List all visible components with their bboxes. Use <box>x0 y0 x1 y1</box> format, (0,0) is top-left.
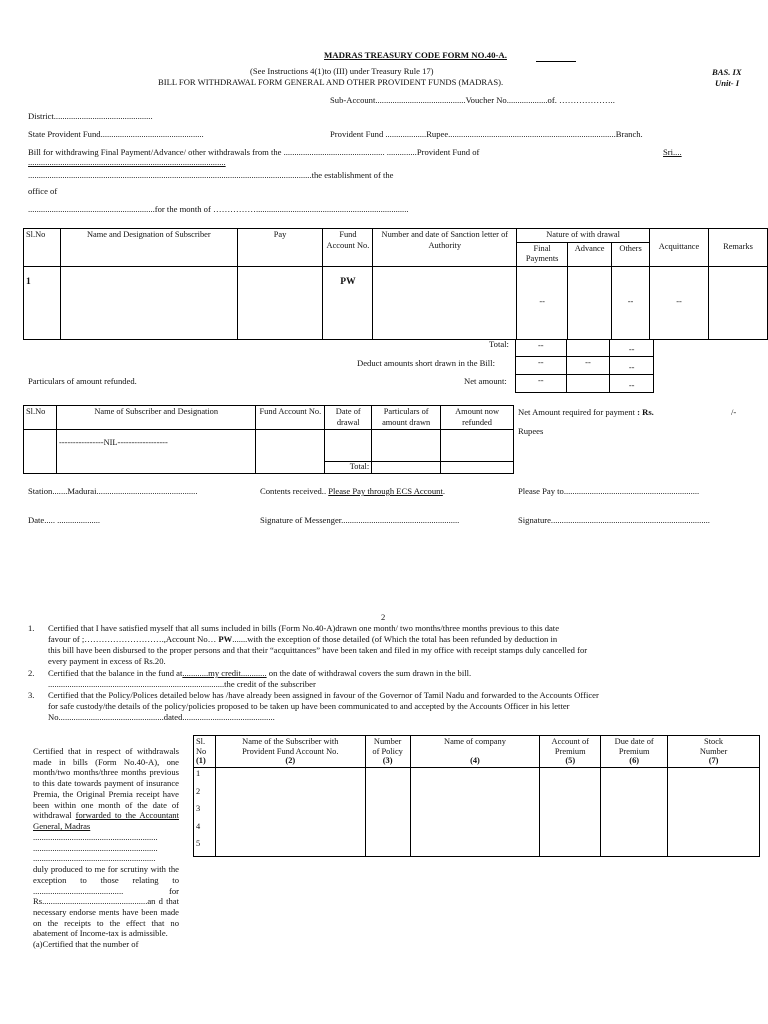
title-underline <box>536 61 576 62</box>
policy-col-label-2: Number <box>699 746 728 756</box>
policy-entry-cell[interactable] <box>601 768 668 857</box>
refund-fund-cell[interactable] <box>256 430 325 474</box>
unit-code: Unit- I <box>715 78 740 88</box>
col-slno: Sl.No <box>24 229 61 267</box>
deduct-advance: -- <box>566 357 610 375</box>
cert-1-number: 1. <box>28 623 35 633</box>
page-number: 2 <box>381 612 386 622</box>
total-others: -- <box>610 340 654 357</box>
refund-total-label: Total: <box>325 462 372 474</box>
net-others: -- <box>610 375 654 393</box>
row-pay[interactable] <box>237 266 323 339</box>
particulars-refunded-label: Particulars of amount refunded. <box>28 376 137 386</box>
form-subtitle: (See Instructions 4(1)to (III) under Treasury Rule 17) <box>250 66 434 76</box>
policy-col-number: (4) <box>470 755 480 765</box>
form-title: MADRAS TREASURY CODE FORM NO.40-A. <box>324 50 507 60</box>
row-final: -- <box>517 266 568 339</box>
policy-col-label: Stock <box>704 737 724 746</box>
policy-col-number: (3) <box>382 756 393 766</box>
cert-1-line1: Certified that I have satisfied myself that all sums included in bills (Form No.40-A)drawn one month/ two months/three months previous to this date <box>48 623 560 633</box>
policy-row-number: 4 <box>196 821 201 831</box>
cert-2-text-b: on the date of withdrawal covers the sum drawn in the bill. <box>266 668 472 678</box>
cert-2-credit: ............my credit............ <box>182 668 267 678</box>
policy-col-number: (1) <box>196 756 206 766</box>
row-subscriber[interactable] <box>60 266 237 339</box>
left-cert-number-of: (a)Certified that the number of <box>33 939 139 950</box>
col-sanction: Number and date of Sanction letter of Authority <box>373 229 517 267</box>
station-field[interactable]: Station.......Madurai............................................... <box>28 486 198 496</box>
policy-col-number: (5) <box>565 756 576 766</box>
cert-2-number: 2. <box>28 668 35 678</box>
rupees-label[interactable]: Rupees <box>518 426 544 436</box>
policy-col-label-2 <box>413 747 538 756</box>
bas-code: BAS. IX <box>712 67 742 77</box>
row-remarks[interactable] <box>709 266 768 339</box>
policy-col-number: (6) <box>629 756 640 766</box>
policy-col-label-2: Premium <box>618 746 650 756</box>
col-remarks: Remarks <box>709 229 768 267</box>
net-required-text: Net Amount required for payment <box>518 407 635 417</box>
policy-col-label-2: No <box>196 746 207 756</box>
policy-row-number: 1 <box>196 769 201 778</box>
policy-col-number: (7) <box>708 756 719 766</box>
policy-col-7 <box>668 736 760 768</box>
policy-col-label-2: of Policy <box>372 746 403 756</box>
policy-col-1 <box>194 736 216 768</box>
cert-1-exception: .......with the exception of those detailed (of Which the total has been refunded by deduction in <box>232 634 558 644</box>
totals-table <box>515 339 654 393</box>
policy-entry-cell[interactable] <box>410 768 540 857</box>
row-acquittance: -- <box>650 266 709 339</box>
refund-nil: ----------------NIL------------------ <box>56 430 255 474</box>
left-cert-scrutiny: duly produced to me for scrutiny with the exception to those relating to .......................................... for Rs.................................................an d that necessary endorse ments have been made on the receipts to the effect that no abatement of Income-tax is admissible. <box>33 864 179 939</box>
cert-1-pw: PW <box>218 634 233 644</box>
ecs-instruction: Please Pay through ECS Account <box>328 486 443 496</box>
net-required-slash: /- <box>731 407 737 417</box>
row-sanction[interactable] <box>373 266 517 339</box>
withdrawal-table <box>23 228 768 340</box>
col-fund-account: Fund Account No. <box>323 229 373 267</box>
bill-title: BILL FOR WITHDRAWAL FORM GENERAL AND OTHER PROVIDENT FUNDS (MADRAS). <box>158 77 504 87</box>
contents-label: Contents received.. <box>260 486 327 496</box>
net-advance <box>566 375 610 393</box>
deduct-final: -- <box>516 357 567 375</box>
name-dots-line[interactable]: ............................................................................................ <box>28 157 226 167</box>
policy-col-number: (2) <box>285 756 296 766</box>
establishment-line: ....................................................................................................................................the establishment of the <box>28 170 394 180</box>
policy-col-label: Account of <box>551 737 589 746</box>
month-line[interactable]: ...........................................................for the month of ……………....................................................................... <box>28 204 409 214</box>
left-cert-dots-1: .......................................................... <box>33 831 158 842</box>
policy-col-5 <box>540 736 601 768</box>
policy-col-label-2: Provident Fund Account No. <box>242 746 339 756</box>
policy-row-number: 3 <box>196 804 201 813</box>
left-cert-text: Certified that in respect of withdrawals made in bills (Form No.40-A), one month/two months/three months previous to this date towards payment of insurance Premia, the Original Premia receipt have been within one month of the date of withdrawal <box>33 746 179 821</box>
policy-entry-cell[interactable] <box>215 768 365 857</box>
net-amount-label: Net amount: <box>464 376 507 386</box>
policy-col-label: Due date of <box>614 737 654 746</box>
cert-2-text-a: Certified that the balance in the fund at <box>48 668 183 678</box>
col-pay: Pay <box>237 229 323 267</box>
row-fund: PW <box>323 266 373 339</box>
col-advance: Advance <box>568 242 612 266</box>
sub-account-field[interactable]: Sub-Account..........................................Voucher No...................of. ……………….. <box>330 95 615 105</box>
refund-date-cell[interactable] <box>325 430 372 462</box>
refund-col-particulars: Particulars of amount drawn <box>372 406 441 430</box>
row-sl: 1 <box>24 266 61 339</box>
contents-received: Contents received.. Please Pay through ECS Account. <box>260 486 445 496</box>
row-advance[interactable] <box>568 266 612 339</box>
policy-col-4 <box>410 736 540 768</box>
policy-row-number: 2 <box>196 786 201 796</box>
policy-entry-cell[interactable] <box>365 768 410 857</box>
state-pf-field[interactable]: State Provident Fund................................................ <box>28 129 204 139</box>
policy-col-2 <box>215 736 365 768</box>
net-final: -- <box>516 375 567 393</box>
policy-rows <box>194 768 760 857</box>
col-others: Others <box>612 242 650 266</box>
policy-col-label: Name of the Subscriber with <box>242 737 339 746</box>
policy-col-3 <box>365 736 410 768</box>
cert-3-line2: for safe custody/the details of the policy/policies proposed to be taken up have been communicated to and accepted by the Accounts Officer in his letter <box>48 701 570 711</box>
refund-col-slno: Sl.No <box>24 406 57 430</box>
policy-entry-cell[interactable] <box>540 768 601 857</box>
net-required-label <box>518 407 654 418</box>
refund-particulars-cell[interactable] <box>372 430 441 462</box>
bill-withdrawing-line: Bill for withdrawing Final Payment/Advance/ other withdrawals from the ............................................... ..............Provident Fund of <box>28 147 480 157</box>
refund-col-fund: Fund Account No. <box>256 406 325 430</box>
cert-2-line2: ..................................................................................the credit of the subscriber <box>48 679 316 689</box>
deduct-others: -- <box>610 357 654 375</box>
col-nature-withdrawal: Nature of with drawal <box>517 229 650 243</box>
refund-col-date: Date of drawal <box>325 406 372 430</box>
policy-col-label: Sl. <box>196 737 206 746</box>
district-field[interactable]: District.............................................. <box>28 111 153 121</box>
refund-table <box>23 405 514 474</box>
refund-col-amount: Amount now refunded <box>441 406 514 430</box>
signature-field[interactable]: Signature.......................................................................... <box>518 515 710 525</box>
net-required-rs: : Rs. <box>637 407 654 417</box>
policy-sl-cell <box>194 768 216 857</box>
policy-col-label: Number <box>373 737 402 746</box>
messenger-signature-field[interactable]: Signature of Messenger....................................................... <box>260 515 460 525</box>
cert-1-line4: every payment in excess of Rs.20. <box>48 656 166 666</box>
refund-amount-cell[interactable] <box>441 430 514 462</box>
office-of-label: office of <box>28 186 58 196</box>
cert-1-favour: favour of ;……………………….,Account No… <box>48 634 219 644</box>
cert-1-line2 <box>48 634 557 645</box>
cert-3-line1: Certified that the Policy/Polices detailed below has /have already been assigned in favour of the Governor of Tamil Nadu and forwarded to the Accounts Officer <box>48 690 599 700</box>
policy-col-label-2: Premium <box>554 746 586 756</box>
policy-col-label: Name of company <box>444 737 506 746</box>
col-acquittance: Acquittance <box>650 229 709 267</box>
deduct-label: Deduct amounts short drawn in the Bill: <box>357 358 495 368</box>
total-final: -- <box>516 340 567 357</box>
policy-table <box>193 735 760 857</box>
cert-1-line3: this bill have been disbursed to the proper persons and that their “acquittances” have been taken and filed in my office with receipt stamps duly cancelled for <box>48 645 588 655</box>
policy-col-6 <box>601 736 668 768</box>
policy-row-number: 5 <box>196 839 201 848</box>
cert-2-line1 <box>48 668 471 679</box>
left-certification <box>33 746 179 950</box>
total-advance <box>566 340 610 357</box>
refund-col-subscriber: Name of Subscriber and Designation <box>56 406 255 430</box>
total-label: Total: <box>489 339 509 349</box>
left-cert-dots-2: .......................................................... <box>33 842 158 853</box>
left-cert-dots-3: ......................................................... <box>33 853 156 864</box>
policy-entry-cell[interactable] <box>668 768 760 857</box>
cert-3-line3: No.................................................dated........................................... <box>48 712 275 722</box>
row-others: -- <box>612 266 650 339</box>
date-field[interactable]: Date..... .................... <box>28 515 101 525</box>
sri-field[interactable]: Sri.... <box>663 147 682 157</box>
please-pay-field[interactable]: Please Pay to............................................................... <box>518 486 700 496</box>
left-cert-forwarded: forwarded to the Accountant General, Madras <box>33 810 179 832</box>
table-row <box>24 266 768 339</box>
col-final-payments: Final Payments <box>517 242 568 266</box>
cert-3-number: 3. <box>28 690 35 700</box>
col-subscriber: Name and Designation of Subscriber <box>60 229 237 267</box>
pf-rupee-branch-field[interactable]: Provident Fund ...................Rupee..............................................................................Branch. <box>330 129 643 139</box>
